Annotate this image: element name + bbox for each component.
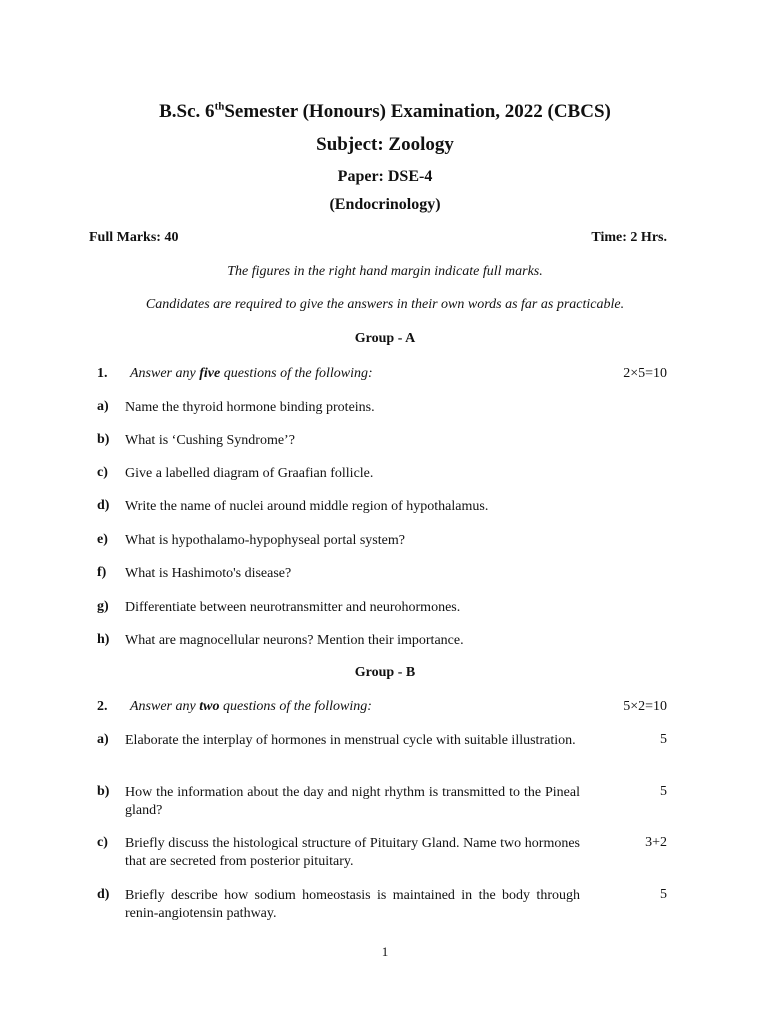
full-marks: Full Marks: 40	[89, 230, 179, 245]
page-number: 1	[381, 944, 389, 959]
question-marks: 2×5=10	[623, 366, 667, 381]
title-superscript: th	[214, 100, 225, 113]
group-b-heading: Group - B	[354, 665, 416, 680]
question-instruction: Answer any two questions of the following:	[130, 699, 372, 714]
item-marks: 3+2	[645, 835, 667, 850]
item-marks: 5	[660, 887, 667, 902]
item-marks: 5	[660, 732, 667, 747]
exam-time: Time: 2 Hrs.	[591, 230, 667, 245]
question-marks: 5×2=10	[623, 699, 667, 714]
item-marks: 5	[660, 784, 667, 799]
exam-title: B.Sc. 6thSemester (Honours) Examination, 2022 (CBCS)	[159, 100, 611, 122]
question-number: 1.	[97, 366, 108, 381]
instruction-marks-note: The figures in the right hand margin indicate full marks.	[227, 264, 543, 279]
question-instruction: Answer any five questions of the following:	[130, 366, 373, 381]
exam-page: B.Sc. 6thSemester (Honours) Examination, 2022 (CBCS) Subject: Zoology Paper: DSE-4 (Endocrinology) Full Marks: 40 Time: 2 Hrs. The figures in the right hand margin indicate full marks. Candidates are required to give the answers in their own words as far as practicable. Group - A 1. Answer any five questions of the following: 2×5=10 a) Name the thyroid hormone binding proteins. b) What is ‘Cushing Syndrome’? c) Give a labelled diagram of Graafian follicle. d) Write the name of nuclei around middle region of hypothalamus. e) What is hypothalamo-hypophyseal portal system? f) What is Hashimoto's disease? g) Differentiate between neurotransmitter and neurohormones. h) What are magnocellular neurons? Mention their importance. Group - B 2. Answer any two questions of the following: 5×2=10 a) Elaborate the interplay of hormones in menstrual cycle with suitable illustration. 5 b) How the information about the day and night rhythm is transmitted to the Pineal gland? 5 c) Briefly discuss the histological structure of Pituitary Gland. Name two hormones that are secreted from posterior pituitary. 3+2 d) Briefly describe how sodium homeostasis is maintained in the body through renin-angiotensin pathway. 5 1	[0, 0, 770, 1024]
group-a-heading: Group - A	[354, 331, 416, 346]
subject-title: Subject: Zoology	[316, 134, 454, 155]
question-number: 2.	[97, 699, 108, 714]
marks-time-row	[89, 230, 667, 246]
paper-title: Paper: DSE-4	[337, 168, 433, 185]
instruction-own-words-note: Candidates are required to give the answers in their own words as far as practicable.	[145, 297, 625, 312]
topic-title: (Endocrinology)	[329, 196, 441, 213]
